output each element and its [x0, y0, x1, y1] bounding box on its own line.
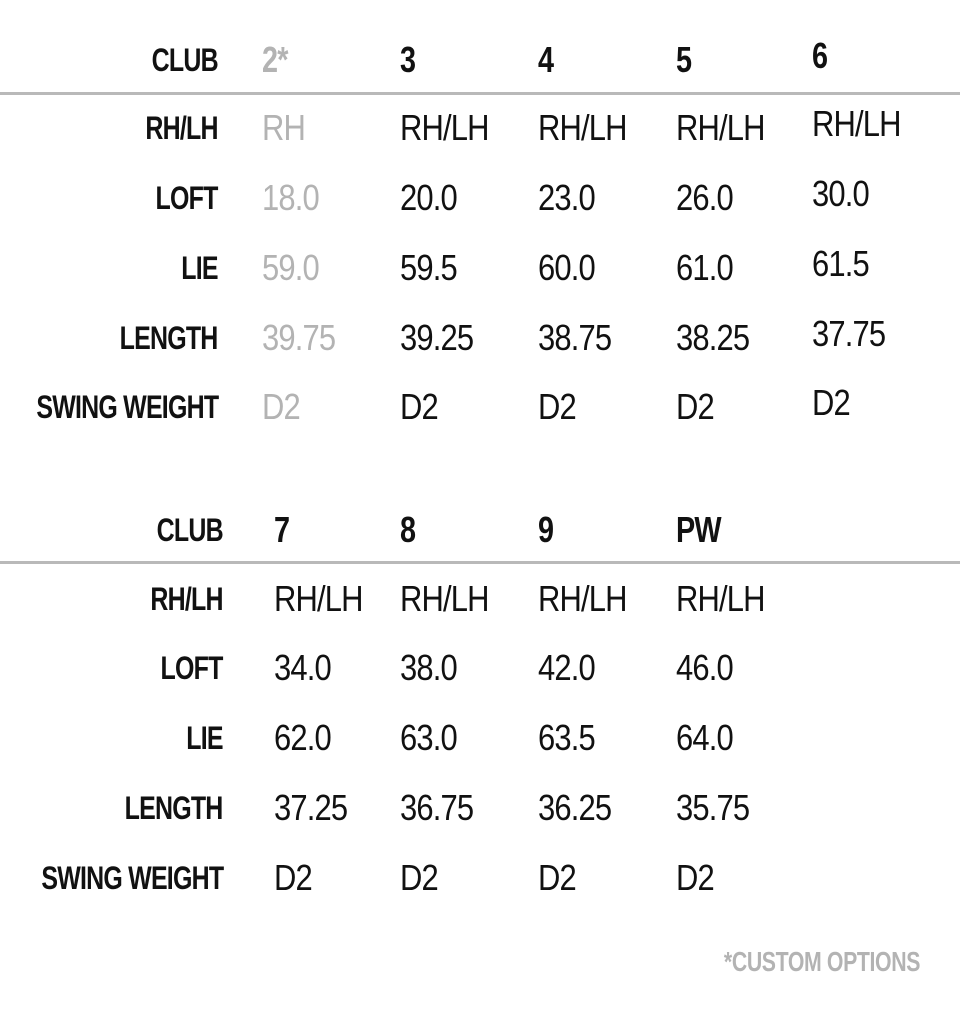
table-row	[0, 103, 960, 153]
row-label-club: CLUB	[151, 42, 218, 78]
table-row	[0, 173, 960, 223]
table-cell: D2	[538, 386, 576, 427]
table-cell: RH/LH	[676, 107, 765, 148]
table-row	[0, 853, 960, 903]
row-label-swing-weight: SWING WEIGHT	[41, 860, 223, 896]
row-label-lie: LIE	[181, 250, 218, 286]
club-7-header: 7	[274, 509, 290, 550]
table-row	[0, 243, 960, 293]
table-cell: 20.0	[400, 177, 457, 218]
table-cell: 59.0	[262, 247, 319, 288]
club-2-header: 2*	[262, 39, 288, 80]
row-label-hand: RH/LH	[145, 110, 218, 146]
table-cell: RH/LH	[538, 578, 627, 619]
header-row	[0, 35, 960, 85]
table-cell: D2	[400, 857, 438, 898]
table-cell: D2	[274, 857, 312, 898]
row-label-swing-weight: SWING WEIGHT	[36, 389, 218, 425]
club-pw-header: PW	[676, 509, 721, 550]
row-label-lie: LIE	[186, 720, 223, 756]
table-row	[0, 643, 960, 693]
table-cell: 62.0	[274, 717, 331, 758]
row-label-loft: LOFT	[155, 180, 218, 216]
header-row	[0, 505, 960, 555]
table-cell: 18.0	[262, 177, 319, 218]
table-cell: 39.25	[400, 317, 474, 358]
table-cell: 38.25	[676, 317, 750, 358]
table-cell: RH/LH	[400, 107, 489, 148]
table-cell: 36.75	[400, 787, 474, 828]
table-cell: 46.0	[676, 647, 733, 688]
table-cell: 42.0	[538, 647, 595, 688]
table-cell: RH/LH	[812, 103, 901, 144]
table-cell: D2	[676, 386, 714, 427]
table-cell: 64.0	[676, 717, 733, 758]
table-cell: 61.0	[676, 247, 733, 288]
table-cell: 37.75	[812, 313, 886, 354]
table-cell: D2	[400, 386, 438, 427]
table-cell: 60.0	[538, 247, 595, 288]
row-label-club: CLUB	[156, 512, 223, 548]
table-cell: 38.75	[538, 317, 612, 358]
table-cell: 23.0	[538, 177, 595, 218]
table-cell: 26.0	[676, 177, 733, 218]
club-4-header: 4	[538, 39, 554, 80]
table-row	[0, 574, 960, 624]
table-cell: D2	[812, 382, 850, 423]
table-cell: D2	[538, 857, 576, 898]
table-row	[0, 313, 960, 363]
club-8-header: 8	[400, 509, 416, 550]
table-cell: 36.25	[538, 787, 612, 828]
club-6-header: 6	[812, 35, 828, 76]
table-row	[0, 382, 960, 432]
table-cell: 35.75	[676, 787, 750, 828]
table-cell: 39.75	[262, 317, 336, 358]
table-cell: D2	[262, 386, 300, 427]
table-cell: 59.5	[400, 247, 457, 288]
table-cell: 34.0	[274, 647, 331, 688]
header-divider	[0, 92, 960, 95]
row-label-loft: LOFT	[160, 650, 223, 686]
table-cell: RH/LH	[676, 578, 765, 619]
club-5-header: 5	[676, 39, 692, 80]
club-9-header: 9	[538, 509, 554, 550]
header-divider	[0, 561, 960, 564]
table-cell: RH/LH	[400, 578, 489, 619]
table-cell: 61.5	[812, 243, 869, 284]
custom-options-footnote: *CUSTOM OPTIONS	[723, 946, 920, 977]
table-row	[0, 713, 960, 763]
table-cell: RH/LH	[274, 578, 363, 619]
table-cell: 30.0	[812, 173, 869, 214]
row-label-length: LENGTH	[125, 790, 223, 826]
row-label-hand: RH/LH	[150, 581, 223, 617]
table-cell: RH/LH	[538, 107, 627, 148]
table-cell: 38.0	[400, 647, 457, 688]
table-cell: 63.0	[400, 717, 457, 758]
row-label-length: LENGTH	[120, 320, 218, 356]
table-cell: D2	[676, 857, 714, 898]
club-3-header: 3	[400, 39, 416, 80]
table-cell: RH	[262, 107, 305, 148]
table-row	[0, 783, 960, 833]
table-cell: 37.25	[274, 787, 348, 828]
table-cell: 63.5	[538, 717, 595, 758]
